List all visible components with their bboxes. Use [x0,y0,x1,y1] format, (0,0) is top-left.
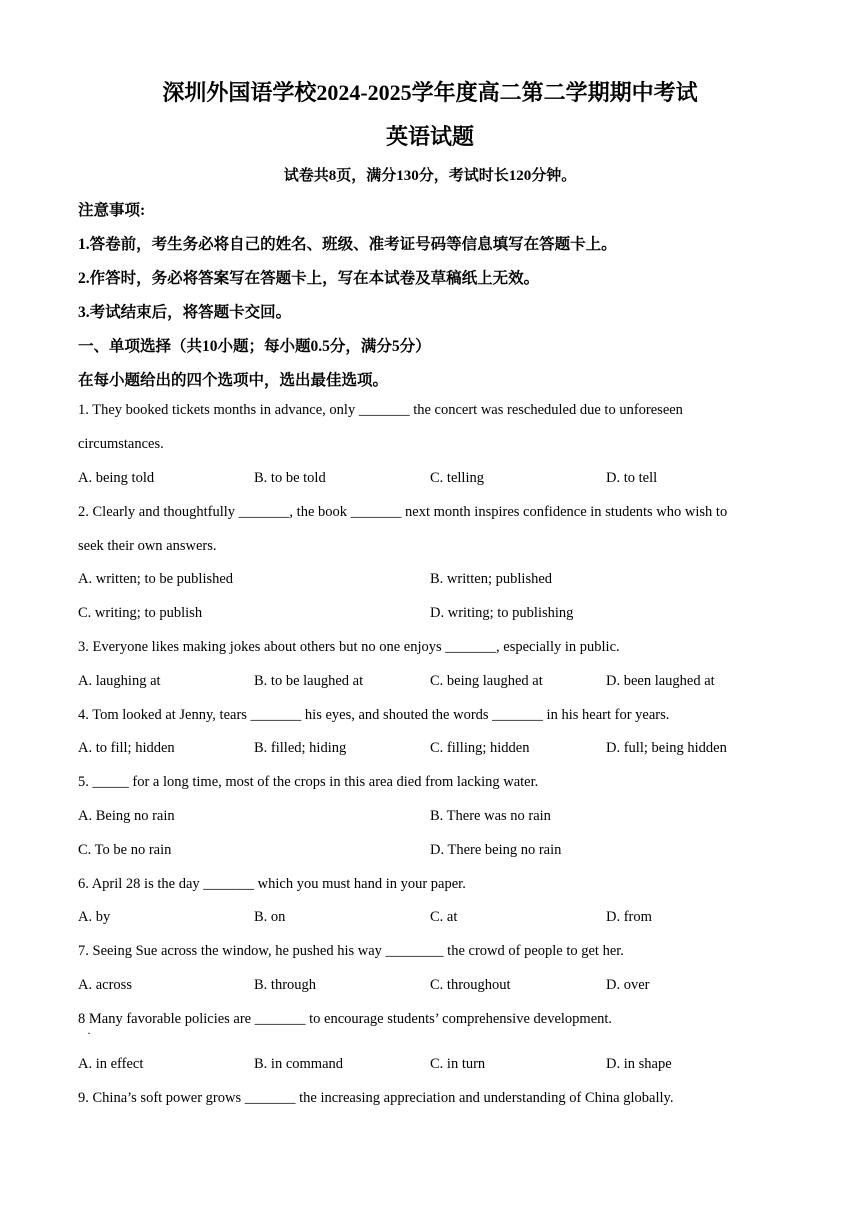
option-d: D. writing; to publishing [430,605,574,621]
option-a: A. across [78,977,132,993]
notice-item: 3.考试结束后，将答题卡交回。 [78,304,292,321]
option-b: B. on [254,909,286,925]
option-d: D. from [606,909,652,925]
section-instruction: 在每小题给出的四个选项中，选出最佳选项。 [78,372,389,389]
option-a: A. by [78,909,111,925]
notice-item: 1.答卷前，考生务必将自己的姓名、班级、准考证号码等信息填写在答题卡上。 [78,236,617,253]
option-a: A. in effect [78,1056,144,1072]
option-c: C. telling [430,470,484,486]
option-b: B. written; published [430,571,553,587]
question-text: 8 Many favorable policies are _______ to encourage students’ comprehensive development. [78,1011,613,1027]
option-c: C. To be no rain [78,842,172,858]
option-d: D. to tell [606,470,658,486]
option-a: A. being told [78,470,155,486]
exam-info: 试卷共8页，满分130分，考试时长120分钟。 [283,168,577,184]
option-c: C. throughout [430,977,511,993]
option-b: B. filled; hiding [254,740,347,756]
question-text: seek their own answers. [78,538,217,554]
question-text: 2. Clearly and thoughtfully _______, the book _______ next month inspires confidence in students who wish to [78,504,728,520]
question-text: circumstances. [78,436,164,452]
question-text: 6. April 28 is the day _______ which you must hand in your paper. [78,876,466,892]
question-text: 4. Tom looked at Jenny, tears _______ his eyes, and shouted the words _______ in his heart for years. [78,707,670,723]
option-d: D. There being no rain [430,842,562,858]
option-b: B. There was no rain [430,808,551,824]
option-c: C. being laughed at [430,673,543,689]
option-a: A. written; to be published [78,571,234,587]
section-heading: 一、单项选择（共10小题；每小题0.5分，满分5分） [78,338,431,355]
option-d: D. been laughed at [606,673,715,689]
question-text: 1. They booked tickets months in advance, only _______ the concert was rescheduled due to unforeseen [78,402,683,418]
option-b: B. to be told [254,470,326,486]
option-b: B. through [254,977,317,993]
option-d: D. full; being hidden [606,740,727,756]
option-a: A. laughing at [78,673,161,689]
option-d: D. over [606,977,650,993]
option-c: C. at [430,909,458,925]
option-a: A. Being no rain [78,808,175,824]
exam-title: 深圳外国语学校2024-2025学年度高二第二学期期中考试 [162,80,698,105]
stray-dot: · [87,1026,91,1040]
option-c: C. writing; to publish [78,605,203,621]
question-text: 3. Everyone likes making jokes about others but no one enjoys _______, especially in public. [78,639,620,655]
option-d: D. in shape [606,1056,672,1072]
question-text: 7. Seeing Sue across the window, he pushed his way ________ the crowd of people to get her. [78,943,624,959]
option-c: C. in turn [430,1056,486,1072]
option-c: C. filling; hidden [430,740,530,756]
option-b: B. in command [254,1056,344,1072]
subject-title: 英语试题 [385,124,474,149]
option-a: A. to fill; hidden [78,740,175,756]
notice-item: 2.作答时，务必将答案写在答题卡上，写在本试卷及草稿纸上无效。 [78,270,540,287]
question-text: 9. China’s soft power grows _______ the increasing appreciation and understanding of China globally. [78,1090,674,1106]
option-b: B. to be laughed at [254,673,364,689]
question-text: 5. _____ for a long time, most of the crops in this area died from lacking water. [78,774,539,790]
notice-heading: 注意事项: [78,202,146,219]
